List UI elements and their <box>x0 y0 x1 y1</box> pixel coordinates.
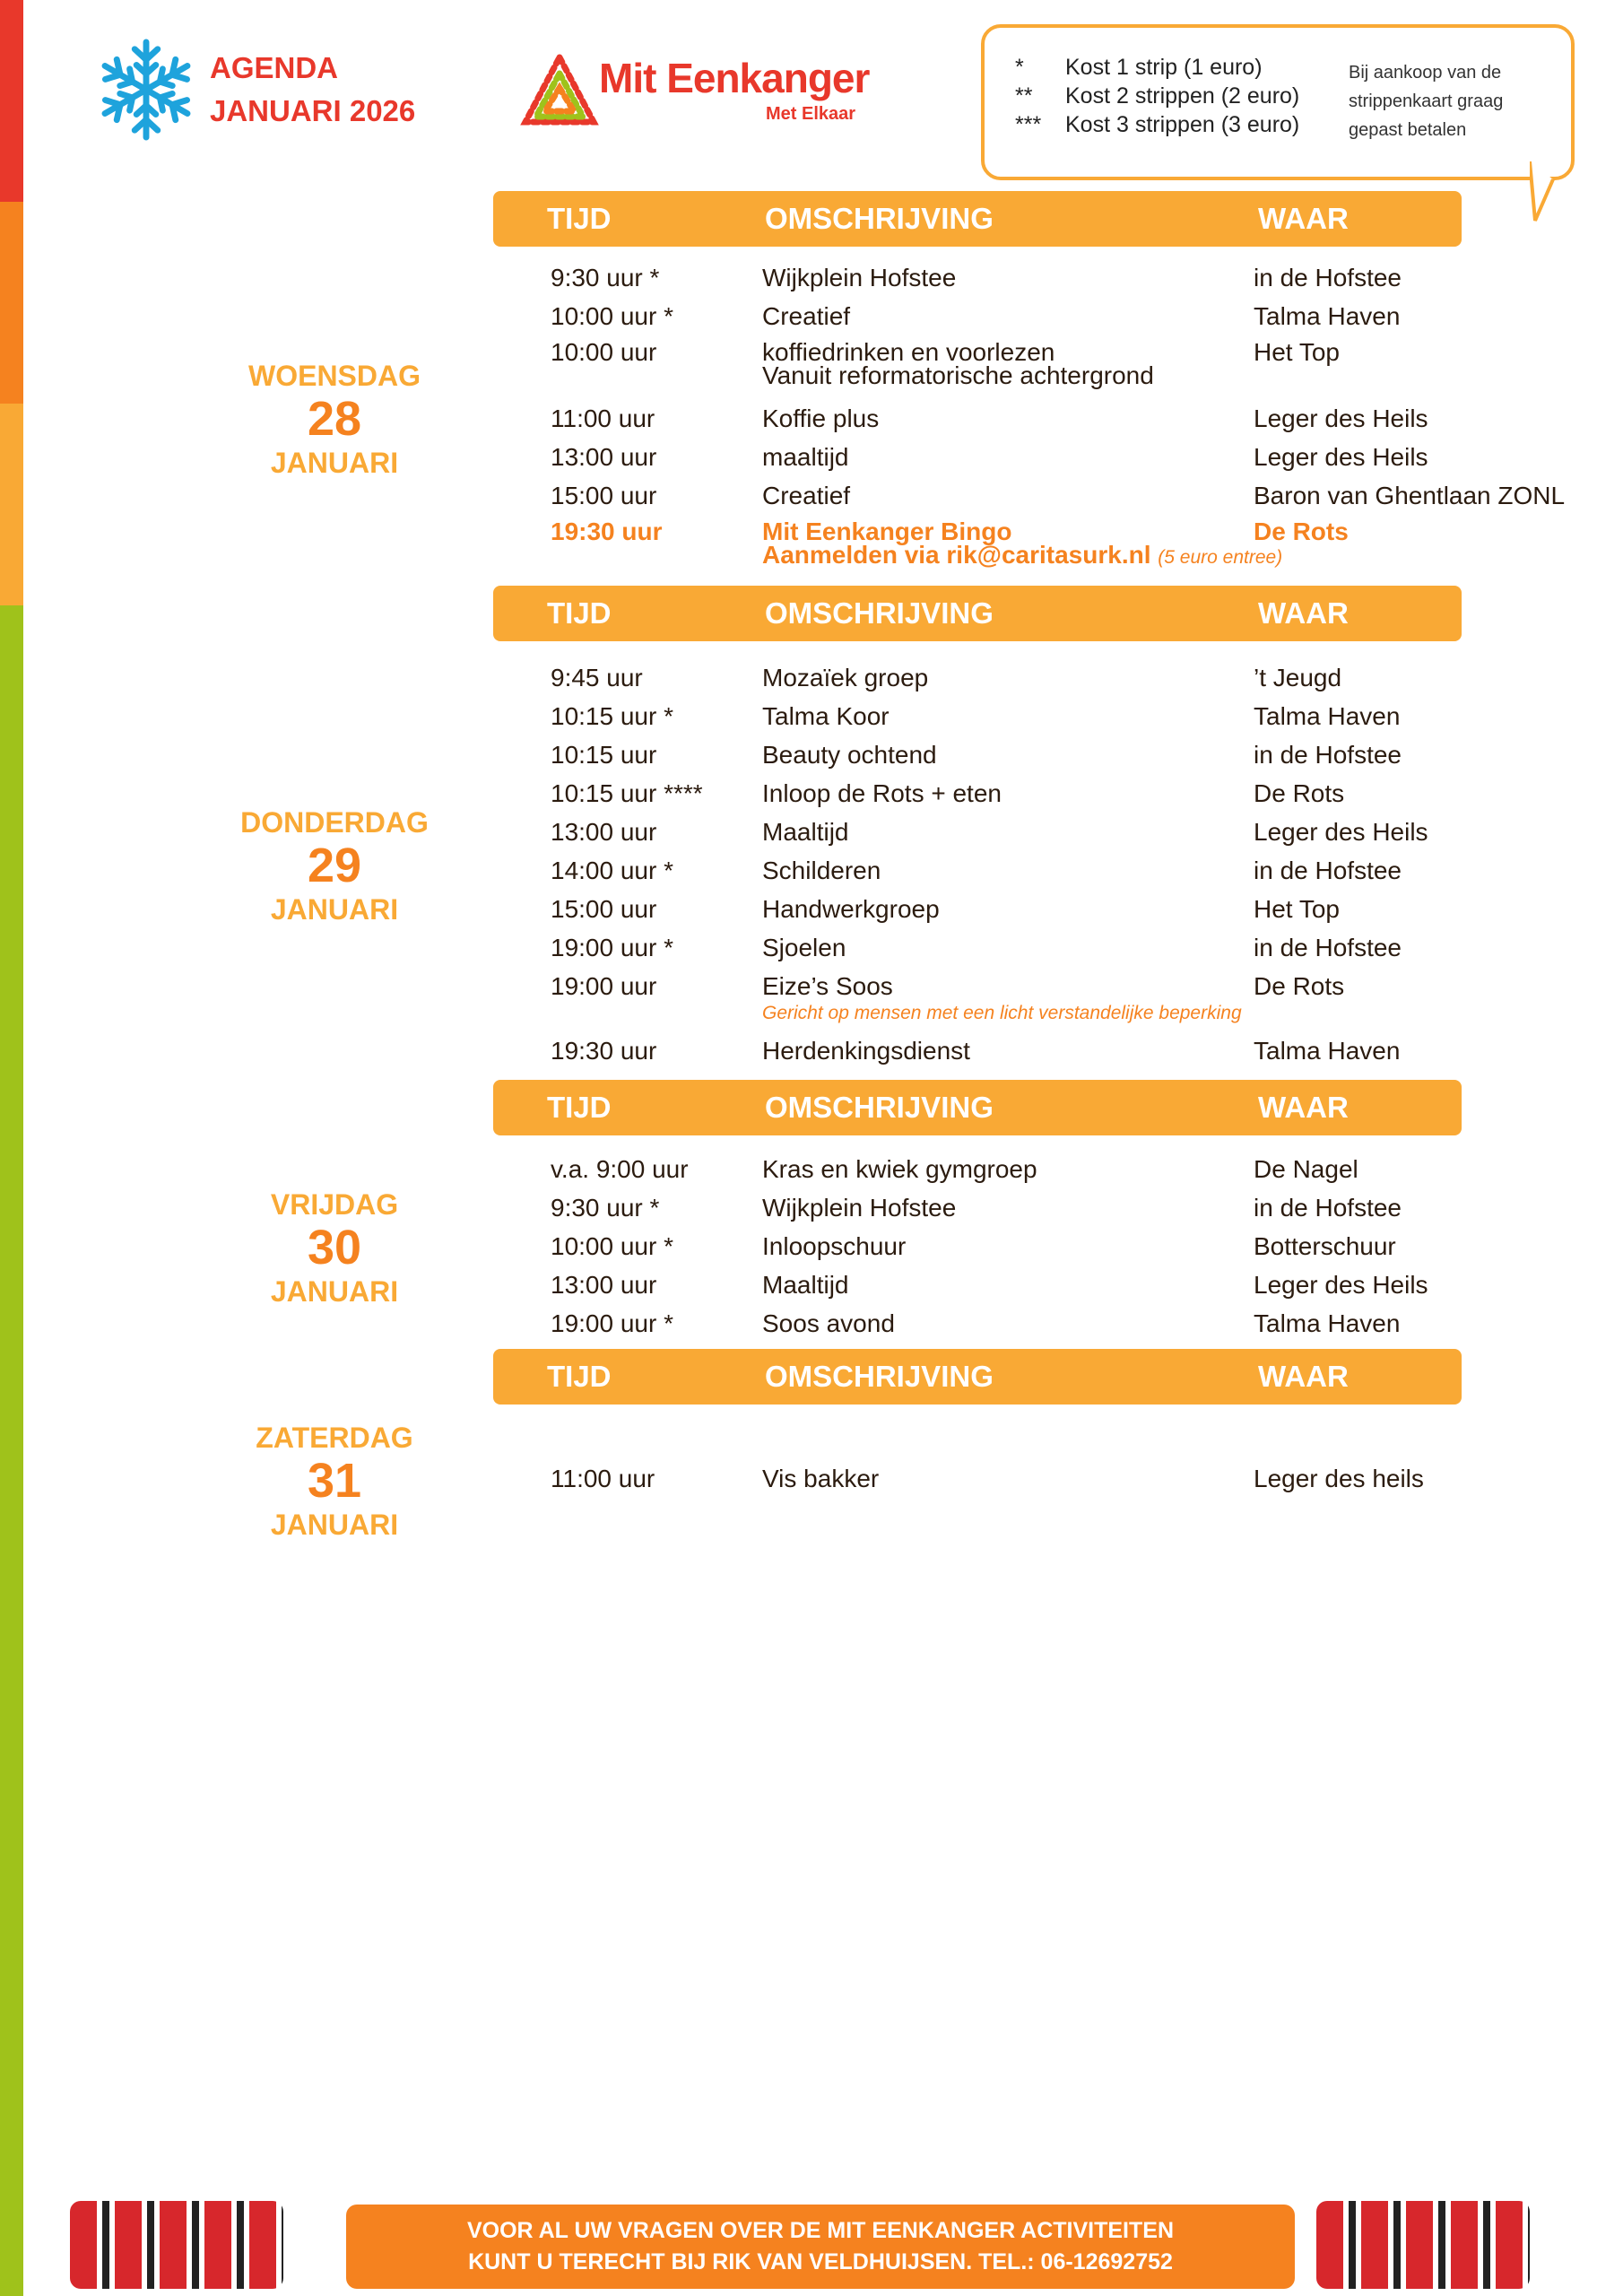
row-description-line1: Mit Eenkanger Bingo <box>762 517 1012 545</box>
row-time: 10:15 uur <box>551 741 657 769</box>
row-description: Beauty ochtend <box>762 741 937 769</box>
table-header-bar <box>493 1349 1462 1405</box>
side-strip-red <box>0 0 23 202</box>
row-time: 10:15 uur **** <box>551 779 703 807</box>
row-location: in de Hofstee <box>1254 934 1402 961</box>
cost-legend-item <box>1015 83 1299 109</box>
row-time: 19:30 uur <box>551 517 663 545</box>
row-description: Maaltijd <box>762 1271 849 1299</box>
side-strip-green <box>0 605 23 2296</box>
row-location: ’t Jeugd <box>1254 664 1342 691</box>
col-description-header: OMSCHRIJVING <box>765 202 994 235</box>
row-note: Gericht op mensen met een licht verstandelijke beperking <box>762 1003 1242 1023</box>
day-label-saturday <box>224 1419 445 1544</box>
row-location: Baron van Ghentlaan ZONL <box>1254 482 1566 509</box>
cost-text: Kost 1 strip (1 euro) <box>1065 55 1263 80</box>
side-strip-yellow <box>0 404 23 605</box>
row-description-line1: koffiedrinken en voorlezen <box>762 338 1055 366</box>
table-header-bar <box>493 1080 1462 1135</box>
table-header-bar <box>493 586 1462 641</box>
signup-email-text[interactable]: Aanmelden via rik@caritasurk.nl <box>762 541 1151 569</box>
row-time: 10:15 uur * <box>551 702 673 730</box>
row-location: Leger des heils <box>1254 1465 1424 1492</box>
speech-bubble-tail <box>1530 161 1566 224</box>
row-time: 19:00 uur <box>551 972 657 1000</box>
row-location: De Rots <box>1254 779 1345 807</box>
contact-footer <box>346 2205 1295 2289</box>
row-description: Vis bakker <box>762 1465 880 1492</box>
snowflake-icon <box>93 34 199 145</box>
table-header-bar <box>493 191 1462 247</box>
logo-subtitle: Met Elkaar <box>766 104 856 124</box>
day-weekday: DONDERDAG <box>240 806 429 839</box>
row-location: Talma Haven <box>1254 702 1401 730</box>
row-time: 13:00 uur <box>551 818 657 846</box>
row-description: Herdenkingsdienst <box>762 1037 970 1065</box>
cost-mark: *** <box>1015 112 1042 137</box>
row-location: Leger des Heils <box>1254 818 1428 846</box>
row-time: 9:30 uur * <box>551 264 660 291</box>
row-location: in de Hofstee <box>1254 741 1402 769</box>
day-label-wednesday <box>224 357 445 483</box>
row-description: Talma Koor <box>762 702 890 730</box>
logo-title: Mit Eenkanger <box>599 55 870 101</box>
row-description: Maaltijd <box>762 818 849 846</box>
row-description-line2: Vanuit reformatorische achtergrond <box>762 361 1154 389</box>
row-location: Het Top <box>1254 895 1340 923</box>
row-description: Mozaïek groep <box>762 664 929 691</box>
row-description: Wijkplein Hofstee <box>762 264 957 291</box>
col-time-header: TIJD <box>547 202 612 235</box>
row-description: Sjoelen <box>762 934 846 961</box>
logo <box>516 48 875 156</box>
row-description: Kras en kwiek gymgroep <box>762 1155 1037 1183</box>
day-date: 30 <box>307 1221 362 1274</box>
row-time: 10:00 uur <box>551 338 657 366</box>
row-description: Eize’s Soos <box>762 972 893 1000</box>
cost-legend-item <box>1015 112 1299 138</box>
row-description: Koffie plus <box>762 404 880 432</box>
row-description: Inloopschuur <box>762 1232 907 1260</box>
agenda-title <box>210 47 415 133</box>
day-month: JANUARI <box>270 447 399 479</box>
row-time: 19:00 uur * <box>551 1309 673 1337</box>
day-weekday: ZATERDAG <box>256 1422 413 1454</box>
footer-line2: KUNT U TERECHT BIJ RIK VAN VELDHUIJSEN. TEL.: 06-12692752 <box>468 2249 1173 2274</box>
row-location: in de Hofstee <box>1254 1194 1402 1222</box>
footer-line1: VOOR AL UW VRAGEN OVER DE MIT EENKANGER ACTIVITEITEN <box>466 2218 1174 2243</box>
col-location-header: WAAR <box>1258 1091 1349 1124</box>
row-description: Creatief <box>762 302 851 330</box>
cost-mark: ** <box>1015 83 1033 109</box>
row-description: Handwerkgroep <box>762 895 940 923</box>
row-time: 15:00 uur <box>551 895 657 923</box>
day-date: 29 <box>307 839 362 892</box>
row-time: 11:00 uur <box>551 404 655 432</box>
agenda-label: AGENDA <box>210 51 339 84</box>
row-location: Botterschuur <box>1254 1232 1396 1260</box>
day-month: JANUARI <box>270 1509 399 1541</box>
day-weekday: VRIJDAG <box>270 1188 399 1221</box>
day-month: JANUARI <box>270 893 399 926</box>
cost-legend-item <box>1015 55 1263 81</box>
row-time: 19:30 uur <box>551 1037 657 1065</box>
logo-mark-icon <box>516 48 603 147</box>
cost-legend-box <box>981 24 1575 180</box>
row-description: Creatief <box>762 482 851 509</box>
col-time-header: TIJD <box>547 596 612 630</box>
row-location: Leger des Heils <box>1254 404 1428 432</box>
row-time: v.a. 9:00 uur <box>551 1155 689 1183</box>
day-date: 28 <box>307 392 362 446</box>
row-description-line2 <box>762 541 1283 570</box>
row-location: Leger des Heils <box>1254 1271 1428 1299</box>
row-description: Inloop de Rots + eten <box>762 779 1002 807</box>
cost-text: Kost 2 strippen (2 euro) <box>1065 83 1300 109</box>
col-location-header: WAAR <box>1258 202 1349 235</box>
row-location: in de Hofstee <box>1254 264 1402 291</box>
decorative-stripes-left <box>70 2201 283 2289</box>
row-location: De Rots <box>1254 972 1345 1000</box>
cost-text: Kost 3 strippen (3 euro) <box>1065 112 1300 137</box>
day-month: JANUARI <box>270 1275 399 1308</box>
cost-mark: * <box>1015 55 1024 80</box>
row-description: Soos avond <box>762 1309 895 1337</box>
row-location: De Nagel <box>1254 1155 1358 1183</box>
row-location: De Rots <box>1254 517 1349 545</box>
col-time-header: TIJD <box>547 1091 612 1124</box>
entry-fee-note: (5 euro entree) <box>1158 547 1283 568</box>
cost-note: Bij aankoop van de strippenkaart graag gepast betalen <box>1349 63 1504 140</box>
row-description <box>762 338 1154 389</box>
row-description: Wijkplein Hofstee <box>762 1194 957 1222</box>
row-location: Het Top <box>1254 338 1340 366</box>
col-description-header: OMSCHRIJVING <box>765 596 994 630</box>
row-time: 14:00 uur * <box>551 857 673 884</box>
row-location: in de Hofstee <box>1254 857 1402 884</box>
day-weekday: WOENSDAG <box>248 360 421 392</box>
col-description-header: OMSCHRIJVING <box>765 1091 994 1124</box>
row-time: 10:00 uur * <box>551 1232 673 1260</box>
row-location: Leger des Heils <box>1254 443 1428 471</box>
row-time: 10:00 uur * <box>551 302 673 330</box>
col-location-header: WAAR <box>1258 596 1349 630</box>
row-location: Talma Haven <box>1254 302 1401 330</box>
side-strip-orange <box>0 202 23 404</box>
row-time: 13:00 uur <box>551 443 657 471</box>
col-time-header: TIJD <box>547 1360 612 1393</box>
day-label-thursday <box>224 804 445 929</box>
decorative-stripes-right <box>1316 2201 1530 2289</box>
row-time: 9:30 uur * <box>551 1194 660 1222</box>
row-time: 11:00 uur <box>551 1465 655 1492</box>
row-description: Schilderen <box>762 857 881 884</box>
agenda-month: JANUARI 2026 <box>210 94 416 127</box>
row-time: 19:00 uur * <box>551 934 673 961</box>
row-description <box>762 517 1283 570</box>
row-description: maaltijd <box>762 443 849 471</box>
col-description-header: OMSCHRIJVING <box>765 1360 994 1393</box>
row-time: 13:00 uur <box>551 1271 657 1299</box>
row-time: 9:45 uur <box>551 664 643 691</box>
col-location-header: WAAR <box>1258 1360 1349 1393</box>
row-time: 15:00 uur <box>551 482 657 509</box>
row-location: Talma Haven <box>1254 1037 1401 1065</box>
day-date: 31 <box>307 1454 362 1508</box>
day-label-friday <box>224 1186 445 1311</box>
row-location: Talma Haven <box>1254 1309 1401 1337</box>
